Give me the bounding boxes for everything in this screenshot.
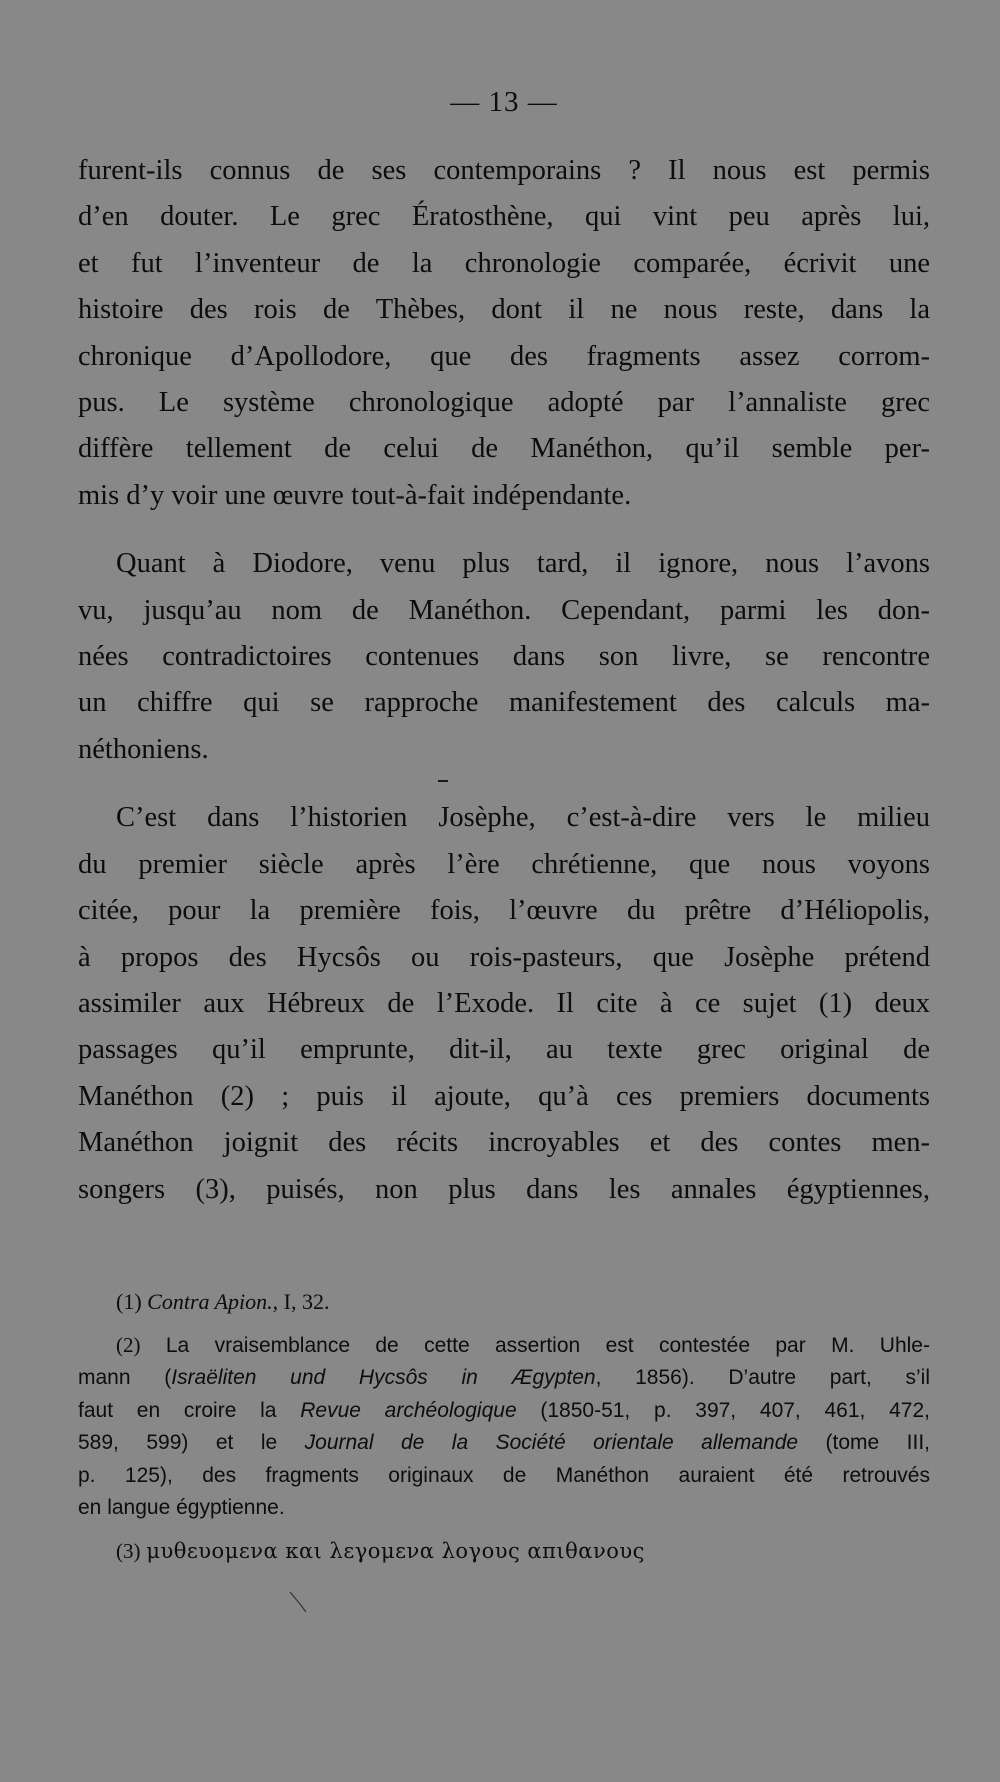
footnote-greek-quote: μυθευομενα και λεγομενα λογους απιθανους: [146, 1538, 645, 1563]
page-number: — 13 —: [450, 86, 558, 118]
text-line: histoire des rois de Thèbes, dont il ne nous reste, dans la: [78, 294, 930, 326]
footnote-3: [78, 1535, 930, 1569]
footnote-line: [78, 1535, 930, 1569]
text-line: passages qu’il emprunte, dit-il, au texte grec original de: [78, 1034, 930, 1066]
footnote-text: 589, 599) et le: [78, 1431, 305, 1454]
text-line: songers (3), puisés, non plus dans les annales égyptiennes,: [78, 1173, 930, 1205]
footnote-line: p. 125), des fragments originaux de Manéthon auraient été retrouvés: [78, 1463, 930, 1487]
text-line: Manéthon joignit des récits incroyables et des contes men-: [78, 1127, 930, 1159]
footnote-line: [78, 1427, 930, 1460]
text-line: mis d’y voir une œuvre tout-à-fait indépendante.: [78, 479, 632, 511]
text-line: assimiler aux Hébreux de l’Exode. Il cite à ce sujet (1) deux: [78, 987, 930, 1019]
footnote-label: (3): [116, 1538, 141, 1563]
text-line: diffère tellement de celui de Manéthon, qu’il semble per-: [78, 433, 930, 465]
text-line: nées contradictoires contenues dans son livre, se rencontre: [78, 641, 930, 673]
paragraph-2: [78, 541, 930, 773]
text-line: à propos des Hycsôs ou rois-pasteurs, que Josèphe prétend: [78, 941, 930, 973]
footnote-text: (1850-51, p. 397, 407, 461, 472,: [516, 1398, 930, 1422]
footnote-work-title: Revue archéologique: [300, 1398, 517, 1422]
footnote-work-title: Israëliten und Hycsôs in Ægypten: [171, 1366, 596, 1389]
footnote-label: (2): [116, 1332, 141, 1357]
footnote-line: [78, 1329, 930, 1363]
text-line: vu, jusqu’au nom de Manéthon. Cependant, parmi les don-: [78, 594, 930, 626]
footnote-line: [78, 1395, 930, 1428]
body-text: [78, 148, 930, 1213]
paragraph-3: [78, 795, 930, 1213]
text-line: du premier siècle après l’ère chrétienne, que nous voyons: [78, 848, 930, 880]
paragraph-1: [78, 148, 930, 519]
footnote-text: La vraisemblance de cette assertion est contestée par M. Uhle-: [165, 1333, 930, 1357]
text-line: chronique d’Apollodore, que des fragments assez corrom-: [78, 340, 930, 372]
text-line: néthoniens.: [78, 733, 209, 765]
text-line: pus. Le système chronologique adopté par l’annaliste grec: [78, 387, 930, 419]
footnote-text: , 1856). D’autre part, s’il: [595, 1366, 930, 1389]
text-line: citée, pour la première fois, l’œuvre du prêtre d’Héliopolis,: [78, 895, 930, 927]
footnote-line: en langue égyptienne.: [78, 1496, 285, 1519]
document-page: [78, 0, 930, 1782]
text-line: d’en douter. Le grec Ératosthène, qui vint peu après lui,: [78, 201, 930, 233]
footnote-work-title: Journal de la Société orientale allemande: [304, 1431, 799, 1454]
footnote-work-title: Contra Apion.: [147, 1289, 273, 1314]
footnote-text: faut en croire la: [78, 1398, 301, 1422]
stray-pen-mark: [288, 1590, 310, 1614]
footnote-2: [78, 1329, 930, 1525]
text-line: Manéthon (2) ; puis il ajoute, qu’à ces premiers documents: [78, 1080, 930, 1112]
text-line: et fut l’inventeur de la chronologie comparée, écrivit une: [78, 247, 930, 279]
footnotes: [78, 1286, 930, 1568]
text-line: Quant à Diodore, venu plus tard, il ignore, nous l’avons: [116, 548, 930, 580]
footnote-text: , I, 32.: [272, 1289, 330, 1314]
footnote-text: (tome III,: [798, 1431, 931, 1454]
text-line: furent-ils connus de ses contemporains ? Il nous est permis: [78, 155, 930, 186]
footnote-1: [78, 1286, 930, 1319]
footnote-label: (1): [116, 1289, 142, 1314]
small-dash-mark: [438, 780, 448, 782]
footnote-line: [78, 1362, 930, 1395]
footnote-text: mann (: [78, 1366, 172, 1389]
text-line: C’est dans l’historien Josèphe, c’est-à-dire vers le milieu: [116, 802, 930, 834]
footnote-line: [78, 1286, 930, 1319]
text-line: un chiffre qui se rapproche manifestement des calculs ma-: [78, 687, 930, 719]
